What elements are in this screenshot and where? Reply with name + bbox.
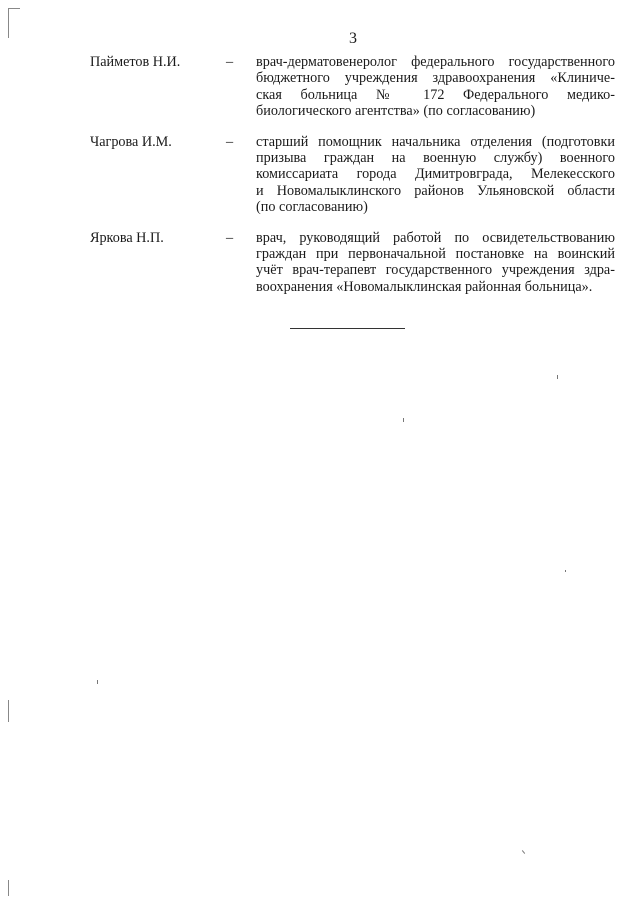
description-line: учёт врач-терапевт государственного учреждения здра- (256, 262, 615, 279)
scan-speck (403, 418, 404, 422)
member-list (90, 54, 615, 309)
member-name: Яркова Н.П. (90, 229, 164, 246)
scan-speck (557, 375, 558, 379)
description-line: биологического агентства» (по согласованию) (256, 103, 536, 120)
scan-edge-mark (8, 700, 9, 722)
member-entry (90, 230, 615, 296)
member-description (256, 230, 615, 296)
description-line: врач-дерматовенеролог федерального государственного (256, 54, 615, 70)
description-line: бюджетного учреждения здравоохранения «Клиниче- (256, 70, 615, 87)
member-description (256, 134, 615, 216)
dash-separator: – (226, 229, 234, 246)
scan-edge-mark (8, 880, 9, 896)
dash-separator: – (226, 133, 234, 150)
description-line: старший помощник начальника отделения (подготовки (256, 133, 615, 150)
closing-divider-line (290, 328, 405, 329)
description-line: воохранения «Новомалыклинская районная больница». (256, 278, 593, 295)
member-entry (90, 54, 615, 120)
description-line: граждан при первоначальной постановке на воинский (256, 246, 615, 263)
description-line: призыва граждан на военную службу) военного (256, 150, 615, 167)
member-description (256, 54, 615, 120)
description-line: врач, руководящий работой по освидетельствованию (256, 229, 615, 246)
description-line: ская больница № 172 Федерального медико- (256, 86, 615, 103)
scan-speck (97, 680, 98, 684)
description-line: (по согласованию) (256, 199, 368, 216)
scan-corner-mark (8, 8, 20, 9)
page-number: 3 (349, 30, 357, 47)
member-entry (90, 134, 615, 216)
description-line: и Новомалыклинского районов Ульяновской области (256, 182, 615, 199)
member-name: Пайметов Н.И. (90, 54, 181, 70)
description-line: комиссариата города Димитровграда, Мелекесского (256, 166, 615, 183)
scan-speck (522, 850, 525, 854)
member-name: Чагрова И.М. (90, 133, 172, 150)
scan-speck (565, 570, 566, 572)
dash-separator: – (226, 54, 234, 70)
